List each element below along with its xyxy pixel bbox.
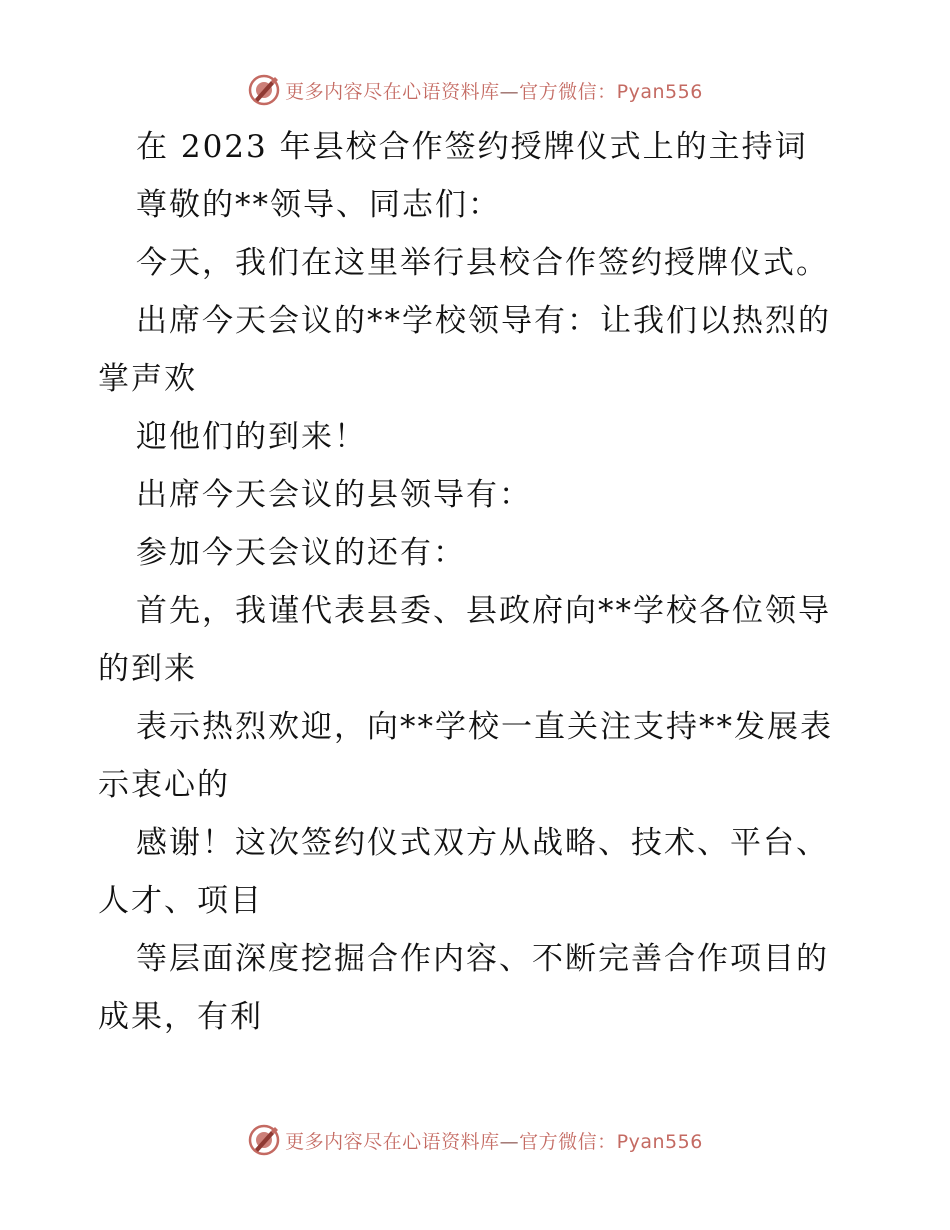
- document-line: 尊敬的**领导、同志们：: [136, 187, 501, 223]
- document-line: 出席今天会议的**学校领导有：让我们以热烈的: [136, 303, 831, 339]
- brand-logo-icon: [247, 1123, 281, 1157]
- footer-watermark: [0, 1118, 950, 1162]
- document-line: 参加今天会议的还有：: [136, 535, 466, 571]
- document-line: 成果，有利: [98, 999, 263, 1035]
- document-line: 表示热烈欢迎，向**学校一直关注支持**发展表: [136, 709, 833, 745]
- document-line: 的到来: [98, 651, 197, 687]
- document-line: 在 2023 年县校合作签约授牌仪式上的主持词: [136, 129, 808, 165]
- watermark-text: [285, 77, 703, 104]
- document-line: 示衷心的: [98, 767, 230, 803]
- watermark-brand: 更多内容尽在心语资料库: [285, 1130, 500, 1153]
- watermark-text: [285, 1127, 703, 1154]
- brand-logo-icon: [247, 73, 281, 107]
- document-body: [98, 118, 858, 1046]
- watermark-wechat: 官方微信：Pyan556: [519, 80, 703, 103]
- document-line: 人才、项目: [98, 883, 263, 919]
- watermark-wechat: 官方微信：Pyan556: [519, 1130, 703, 1153]
- watermark-brand: 更多内容尽在心语资料库: [285, 80, 500, 103]
- document-line: 掌声欢: [98, 361, 197, 397]
- document-line: 出席今天会议的县领导有：: [136, 477, 532, 513]
- watermark-separator: —: [499, 1130, 520, 1153]
- document-line: 迎他们的到来！: [136, 419, 367, 455]
- document-line: 等层面深度挖掘合作内容、不断完善合作项目的: [136, 941, 829, 977]
- watermark-separator: —: [499, 80, 520, 103]
- header-watermark: [0, 68, 950, 112]
- document-line: 首先，我谨代表县委、县政府向**学校各位领导: [136, 593, 831, 629]
- document-line: 感谢！这次签约仪式双方从战略、技术、平台、: [136, 825, 829, 861]
- document-line: 今天，我们在这里举行县校合作签约授牌仪式。: [136, 245, 829, 281]
